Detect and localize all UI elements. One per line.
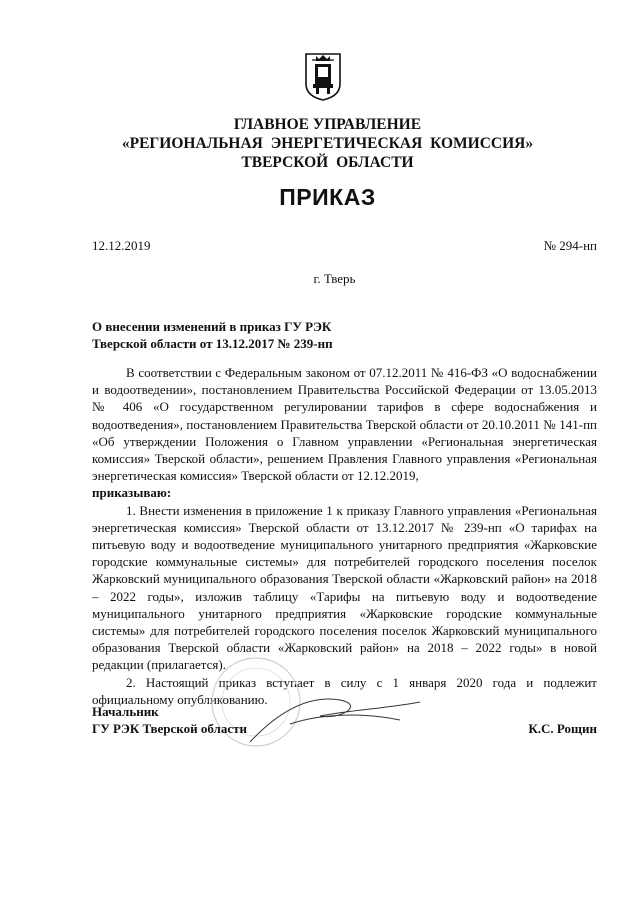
- preamble-paragraph: В соответствии с Федеральным законом от 07.12.2011 № 416-ФЗ «О водоснабжении и водоотведении», постановлением Правительства Российской Федерации от 13.05.2013 № 406 «О государственном регулировании тарифов в сфере водоснабжения и водоотведения», постановлением Правительства Тверской области от 20.10.2011 № 141-пп «Об утверждении Положения о Главном управлении «Региональная энергетическая комиссия» Тверской области», решением Правления Главного управления «Региональная энергетическая комиссия» Тверской области от 12.12.2019,: [92, 365, 597, 484]
- org-name-line3: ТВЕРСКОЙ ОБЛАСТИ: [241, 154, 414, 171]
- document-title: ПРИКАЗ: [279, 184, 376, 210]
- document-city: г. Тверь: [313, 271, 356, 286]
- handwritten-signature: [250, 699, 420, 742]
- subject-line1: О внесении изменений в приказ ГУ РЭК: [92, 319, 332, 334]
- order-item-1: 1. Внести изменения в приложение 1 к приказу Главного управления «Региональная энергетическая комиссия» Тверской области от 13.12.2017 № 239-нп «О тарифах на питьевую воду и водоотведение муниципального унитарного предприятия «Жарковские городские коммунальные системы» для потребителей городского поселения поселок Жарковский муниципального образования Тверской области «Жарковский район» на 2018 – 2022 годы», изложив таблицу «Тарифы на питьевую воду и водоотведение муниципального унитарного предприятия «Жарковские городские коммунальные системы» для потребителей городского поселения поселок Жарковский муниципального образования Тверской области «Жарковский район» на 2018 – 2022 годы» в новой редакции (прилагается).: [92, 502, 597, 673]
- signatory-name: К.С. Рощин: [528, 721, 597, 736]
- order-word: приказываю:: [92, 485, 172, 501]
- signatory-position-line2: ГУ РЭК Тверской области: [92, 721, 247, 736]
- org-name-line1: ГЛАВНОЕ УПРАВЛЕНИЕ: [233, 116, 422, 133]
- subject-line2: Тверской области от 13.12.2017 № 239-нп: [92, 336, 333, 351]
- document-subject: [92, 318, 333, 352]
- document-date: 12.12.2019: [92, 238, 151, 253]
- coat-of-arms-icon: [304, 50, 342, 102]
- org-name-line2: «РЕГИОНАЛЬНАЯ ЭНЕРГЕТИЧЕСКАЯ КОМИССИЯ»: [121, 135, 534, 152]
- signatory-position-line1: Начальник: [92, 704, 159, 719]
- stamp-and-signature: [190, 650, 450, 770]
- order-item-2: 2. Настоящий приказ вступает в силу с 1 января 2020 года и подлежит официальному опубликованию.: [92, 674, 597, 707]
- document-number: № 294-нп: [543, 238, 597, 253]
